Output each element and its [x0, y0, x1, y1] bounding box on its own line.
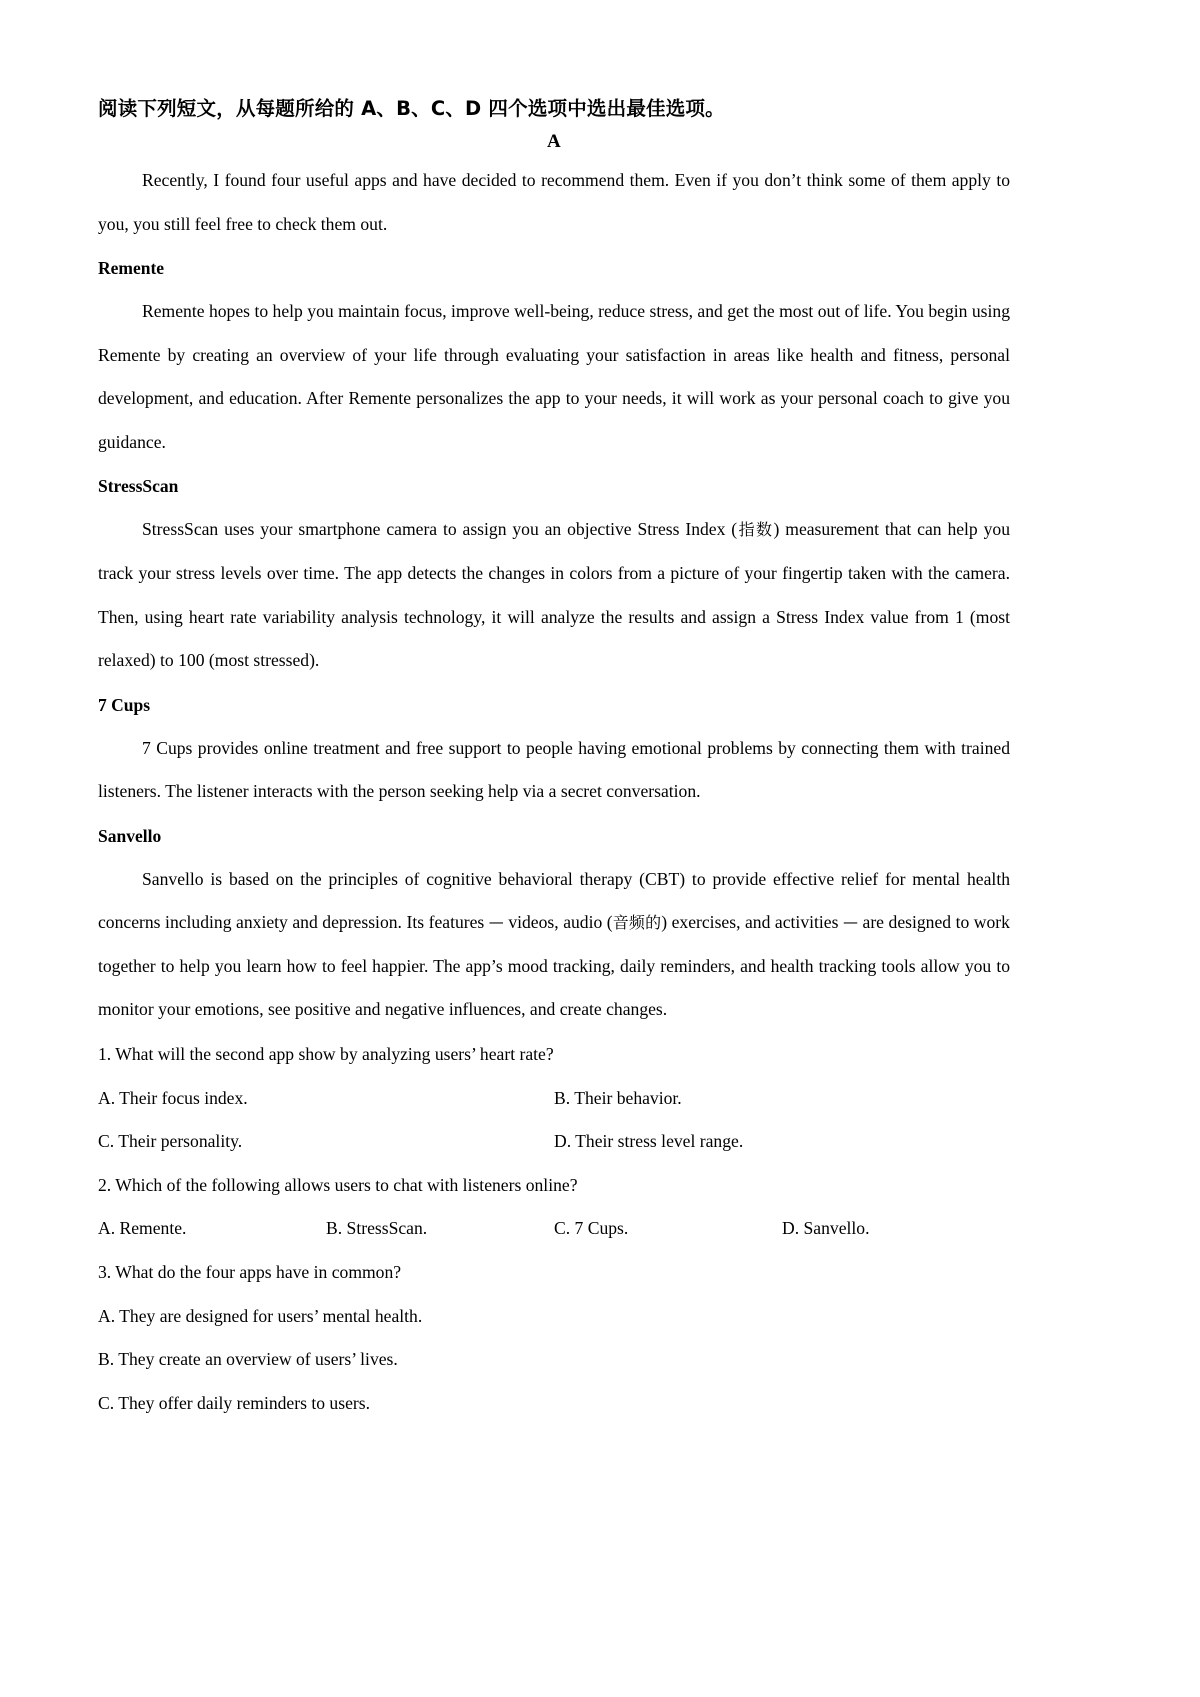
stressscan-gloss: 指数 [737, 520, 774, 540]
option-2a[interactable]: A. Remente. [98, 1218, 187, 1239]
app-body-sanvello [98, 858, 1010, 1032]
sanvello-text-1: Sanvello is based on the principles of cognitive behavioral therapy (CBT) to provide effective relief for mental health concerns including anxiety and depression. Its features [98, 868, 1010, 933]
intro-paragraph: Recently, I found four useful apps and have decided to recommend them. Even if you don’t think some of them apply to you, you still feel free to check them out. [98, 170, 1010, 234]
option-2c[interactable]: C. 7 Cups. [554, 1218, 629, 1239]
option-1d[interactable]: D. Their stress level range. [554, 1131, 744, 1152]
instruction-heading [98, 96, 1010, 123]
question-3-options [98, 1295, 1010, 1426]
option-row [98, 1338, 1010, 1382]
option-3a[interactable]: A. They are designed for users’ mental health. [98, 1305, 423, 1326]
instruction-text: 阅读下列短文，从每题所给的 A、B、C、D 四个选项中选出最佳选项。 [98, 97, 725, 120]
app-heading-remente: Remente [98, 258, 165, 279]
option-row [98, 1120, 1010, 1164]
question-1-options [98, 1077, 1010, 1164]
option-3b[interactable]: B. They create an overview of users’ lives. [98, 1349, 398, 1370]
app-body-stressscan [98, 508, 1010, 682]
stressscan-text-1: StressScan uses your smartphone camera to assign you an objective Stress Index ( [142, 519, 738, 540]
option-row [98, 1295, 1010, 1339]
sanvello-gloss: 音频的 [612, 913, 662, 933]
option-2d[interactable]: D. Sanvello. [782, 1218, 870, 1239]
option-1a[interactable]: A. Their focus index. [98, 1087, 248, 1108]
app-heading-7cups: 7 Cups [98, 694, 151, 715]
app-heading-sanvello: Sanvello [98, 825, 162, 846]
option-2b[interactable]: B. StressScan. [326, 1218, 428, 1239]
stressscan-text-2: ) measurement that can help you track your stress levels over time. The app detects the changes in colors from a picture of your fingertip taken with the camera. Then, using heart rate variability analysis technology, it will analyze the results and assign a Stress Index value from 1 (most relaxed) to 100 (most stressed). [98, 519, 1010, 671]
sanvello-text-4: are designed to work together to help you learn how to feel happier. The app’s mood tracking, daily reminders, and health tracking tools allow you to monitor your emotions, see positive and negative influences, and create changes. [98, 912, 1010, 1020]
option-3c[interactable]: C. They offer daily reminders to users. [98, 1392, 370, 1413]
document-content [98, 96, 1010, 1425]
option-1b[interactable]: B. Their behavior. [554, 1087, 682, 1108]
app-body-7cups: 7 Cups provides online treatment and free support to people having emotional problems by connecting them with trained listeners. The listener interacts with the person seeking help via a secret conversation. [98, 737, 1010, 802]
em-dash-icon-1: — [488, 913, 504, 932]
sanvello-text-3: ) exercises, and activities [661, 912, 843, 933]
em-dash-icon-2: — [842, 913, 858, 932]
option-row [98, 1207, 1010, 1251]
sanvello-text-2: videos, audio ( [503, 912, 613, 933]
option-1c[interactable]: C. Their personality. [98, 1131, 243, 1152]
app-body-remente: Remente hopes to help you maintain focus, improve well-being, reduce stress, and get the most out of life. You begin using Remente by creating an overview of your life through evaluating your satisfaction in areas like health and fitness, personal development, and education. After Remente personalizes the app to your needs, it will work as your personal coach to give you guidance. [98, 301, 1010, 452]
passage-label: A [546, 131, 562, 153]
question-2-options [98, 1207, 1010, 1251]
option-row [98, 1077, 1010, 1121]
option-row [98, 1382, 1010, 1426]
question-2: 2. Which of the following allows users to chat with listeners online? [98, 1174, 578, 1195]
question-3: 3. What do the four apps have in common? [98, 1262, 402, 1283]
app-heading-stressscan: StressScan [98, 476, 179, 497]
question-1: 1. What will the second app show by analyzing users’ heart rate? [98, 1044, 554, 1065]
